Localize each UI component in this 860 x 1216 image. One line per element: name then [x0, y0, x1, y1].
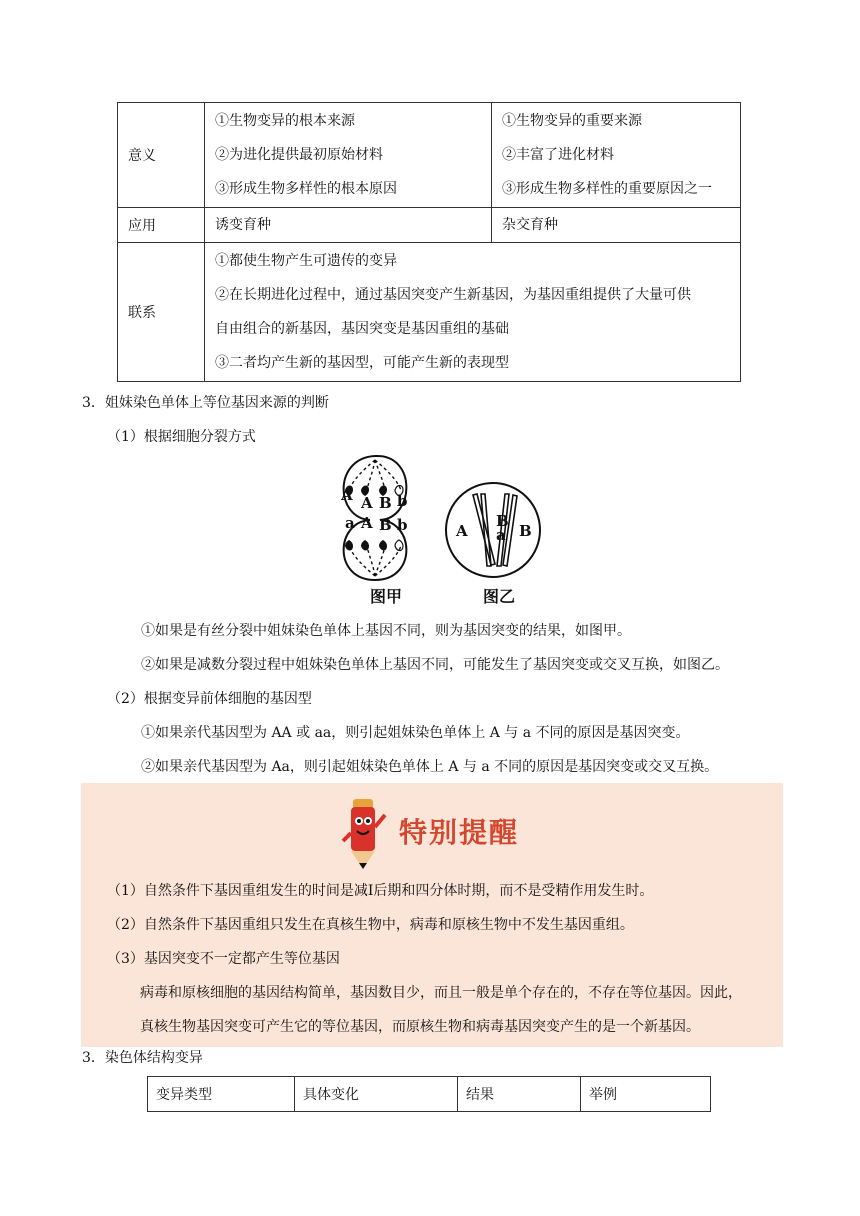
cell-line: ③二者均产生新的基因型，可能产生新的表现型 [215, 355, 509, 371]
cell-line: ②为进化提供最初原始材料 [215, 147, 383, 163]
gene-label: B [519, 522, 532, 540]
spindle-fibers [349, 460, 401, 576]
list-item: ②如果亲代基因型为 Aa，则引起姐妹染色单体上 A 与 a 不同的原因是基因突变或交叉互换。 [141, 759, 719, 775]
table-row [118, 243, 741, 382]
gene-label: B [379, 494, 392, 512]
subheading: （1）根据细胞分裂方式 [107, 429, 256, 445]
table-cell [492, 103, 741, 208]
section-heading: 3．染色体结构变异 [82, 1050, 203, 1066]
subheading: （2）根据变异前体细胞的基因型 [107, 691, 312, 707]
list-item: ①如果亲代基因型为 AA 或 aa，则引起姐妹染色单体上 A 与 a 不同的原因是基因突变。 [141, 725, 690, 741]
gene-label: B [379, 516, 392, 534]
figure-caption-jia: 图甲 [370, 587, 403, 606]
cell-line: ①生物变异的重要来源 [502, 113, 642, 129]
column-header: 结果 [458, 1077, 581, 1112]
cell-line: ③形成生物多样性的重要原因之一 [502, 181, 712, 197]
cell-line: ①都使生物产生可遗传的变异 [215, 253, 397, 269]
note-line: 病毒和原核细胞的基因结构简单，基因数目少，而且一般是单个存在的，不存在等位基因。因此， [140, 985, 742, 1001]
gene-label: A [341, 486, 353, 504]
table-cell [205, 243, 741, 382]
column-header: 具体变化 [295, 1077, 458, 1112]
gene-label: b [397, 516, 408, 534]
column-header: 举例 [581, 1077, 711, 1112]
row-label: 联系 [118, 243, 205, 382]
note-title: 特别提醒 [399, 816, 520, 849]
list-item: ①如果是有丝分裂中姐妹染色单体上基因不同，则为基因突变的结果，如图甲。 [141, 623, 631, 639]
note-line: （1）自然条件下基因重组发生的时间是减Ⅰ后期和四分体时期，而不是受精作用发生时。 [107, 883, 654, 899]
comparison-table [117, 102, 741, 382]
figure-caption-yi: 图乙 [483, 587, 516, 606]
gene-label: b [397, 492, 408, 510]
gene-label: A [456, 522, 468, 540]
list-item: ②如果是减数分裂过程中姐妹染色单体上基因不同，可能发生了基因突变或交叉互换，如图乙。 [141, 657, 729, 673]
special-reminder-box [81, 783, 783, 1047]
cell-line: ①生物变异的根本来源 [215, 113, 355, 129]
cell-line: ②丰富了进化材料 [502, 147, 614, 163]
column-header: 变异类型 [148, 1077, 295, 1112]
row-label: 应用 [118, 208, 205, 243]
pencil-mascot-icon [341, 793, 387, 871]
table-header-row [148, 1077, 711, 1112]
gene-label: A [361, 514, 373, 532]
gene-label: A [361, 494, 373, 512]
row-label: 意义 [118, 103, 205, 208]
cell-division-figure [325, 450, 555, 586]
tetrad-chromosomes [473, 494, 517, 566]
cell-line: ②在长期进化过程中，通过基因突变产生新基因，为基因重组提供了大量可供 [215, 287, 691, 303]
gene-label: a [345, 514, 355, 532]
cell-line: 自由组合的新基因，基因突变是基因重组的基础 [215, 321, 509, 337]
cell-line: 杂交育种 [502, 217, 558, 233]
gene-label: B [496, 512, 509, 530]
chromosome-variation-table [147, 1076, 711, 1112]
table-row [118, 208, 741, 243]
gene-label: a [496, 526, 506, 544]
table-row [118, 103, 741, 208]
cell-line: 诱变育种 [215, 217, 271, 233]
note-line: （3）基因突变不一定都产生等位基因 [107, 951, 340, 967]
note-line: 真核生物基因突变可产生它的等位基因，而原核生物和病毒基因突变产生的是一个新基因。 [140, 1019, 700, 1035]
table-cell [205, 103, 492, 208]
gene-labels-yi [455, 512, 532, 544]
table-cell [492, 208, 741, 243]
table-cell [205, 208, 492, 243]
note-line: （2）自然条件下基因重组只发生在真核生物中，病毒和原核生物中不发生基因重组。 [107, 917, 634, 933]
section-heading: 3．姐妹染色单体上等位基因来源的判断 [82, 395, 329, 411]
cell-line: ③形成生物多样性的根本原因 [215, 181, 397, 197]
